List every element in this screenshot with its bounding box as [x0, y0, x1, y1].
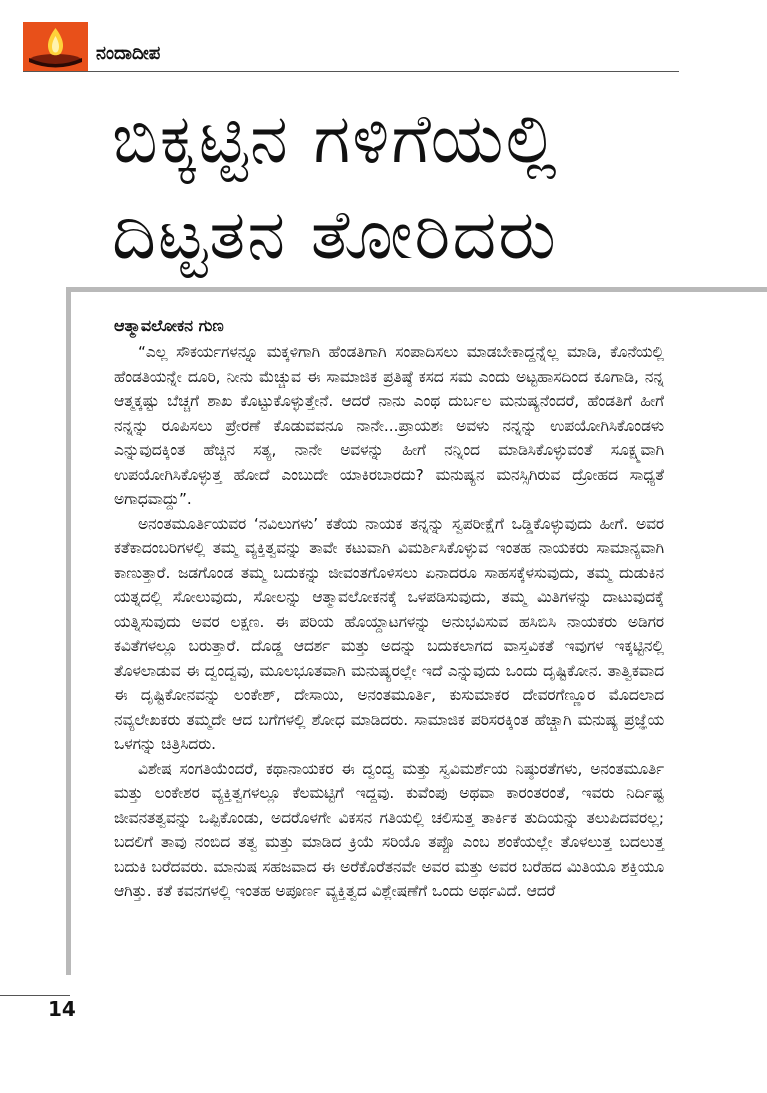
footer-divider	[0, 995, 70, 996]
header-divider	[23, 71, 679, 72]
content-frame-left	[66, 287, 71, 975]
page-number: 14	[48, 997, 76, 1021]
section-subheading: ಆತ್ಮಾವಲೋಕನ ಗುಣ	[114, 316, 224, 335]
lamp-flame-icon	[23, 22, 88, 71]
article-title-line-2: ದಿಟ್ಟತನ ತೋರಿದರು	[112, 196, 558, 275]
paragraph-3: ವಿಶೇಷ ಸಂಗತಿಯೆಂದರೆ, ಕಥಾನಾಯಕರ ಈ ದ್ವಂದ್ವ ಮತ್ತು ಸ್ವವಿಮರ್ಶೆಯ ನಿಷ್ಠುರತೆಗಳು, ಅನಂತಮೂರ್ತಿ ಮತ್ತು ಲಂಕೇಶರ ವ್ಯಕ್ತಿತ್ವಗಳಲ್ಲೂ ಕೆಲಮಟ್ಟಿಗೆ ಇದ್ದವು. ಕುವೆಂಪು ಅಥವಾ ಕಾರಂತರಂತೆ, ಇವರು ನಿರ್ದಿಷ್ಟ ಜೀವನತತ್ವವನ್ನು ಒಪ್ಪಿಕೊಂಡು, ಅದರೊಳಗೇ ವಿಕಸನ ಗತಿಯಲ್ಲಿ ಚಲಿಸುತ್ತ ತಾರ್ಕಿಕ ತುದಿಯನ್ನು ತಲುಪಿದವರಲ್ಲ; ಬದಲಿಗೆ ತಾವು ನಂಬಿದ ತತ್ವ ಮತ್ತು ಮಾಡಿದ ಕ್ರಿಯೆ ಸರಿಯೊ ತಪ್ಪೊ ಎಂಬ ಶಂಕೆಯಲ್ಲೇ ತೊಳಲುತ್ತ ಬದಲುತ್ತ ಬದುಕಿ ಬರೆದವರು. ಮಾನುಷ ಸಹಜವಾದ ಈ ಅರೆಕೊರೆತನವೇ ಅವರ ಮತ್ತು ಅವರ ಬರೆಹದ ಮಿತಿಯೂ ಶಕ್ತಿಯೂ ಆಗಿತ್ತು. ಕತೆ ಕವನಗಳಲ್ಲಿ ಇಂತಹ ಅಪೂರ್ಣ ವ್ಯಕ್ತಿತ್ವದ ವಿಶ್ಲೇಷಣೆಗೆ ಒಂದು ಅರ್ಥವಿದೆ. ಆದರೆ	[114, 759, 664, 900]
article-title-line-1: ಬಿಕ್ಕಟ್ಟಿನ ಗಳಿಗೆಯಲ್ಲಿ	[112, 100, 559, 179]
article-title	[112, 92, 672, 284]
paragraph-quote: “ಎಲ್ಲ ಸೌಕರ್ಯಗಳನ್ನೂ ಮಕ್ಕಳಿಗಾಗಿ ಹೆಂಡತಿಗಾಗಿ ಸಂಪಾದಿಸಲು ಮಾಡಬೇಕಾದ್ದನ್ನೆಲ್ಲ ಮಾಡಿ, ಕೊನೆಯಲ್ಲಿ ಹೆಂಡತಿಯನ್ನೇ ದೂರಿ, ನೀನು ಮೆಚ್ಚುವ ಈ ಸಾಮಾಜಿಕ ಪ್ರತಿಷ್ಠೆ ಕಸದ ಸಮ ಎಂದು ಅಟ್ಟಹಾಸದಿಂದ ಕೂಗಾಡಿ, ನನ್ನ ಆತ್ಮಕ್ಕಷ್ಟು ಬೆಚ್ಚಗೆ ಶಾಖ ಕೊಟ್ಟುಕೊಳ್ಳುತ್ತೇನೆ. ಆದರೆ ನಾನು ಎಂಥ ದುರ್ಬಲ ಮನುಷ್ಯನೆಂದರೆ, ಹೆಂಡತಿಗೆ ಹೀಗೆ ನನ್ನನ್ನು ರೂಪಿಸಲು ಪ್ರೇರಣೆ ಕೊಡುವವನೂ ನಾನೇ...ಪ್ರಾಯಶಃ ಅವಳು ನನ್ನನ್ನು ಉಪಯೋಗಿಸಿಕೊಂಡಳು ಎನ್ನುವುದಕ್ಕಿಂತ ಹೆಚ್ಚಿನ ಸತ್ಯ, ನಾನೇ ಅವಳನ್ನು ಹೀಗೆ ನನ್ನಿಂದ ಮಾಡಿಸಿಕೊಳ್ಳುವಂತೆ ಸೂಕ್ಷ್ಮವಾಗಿ ಉಪಯೋಗಿಸಿಕೊಳ್ಳುತ್ತ ಹೋದೆ ಎಂಬುದೇ ಯಾಕಿರಬಾರದು? ಮನುಷ್ಯನ ಮನಸ್ಸಿಗಿರುವ ದ್ರೋಹದ ಸಾಧ್ಯತೆ ಅಗಾಧವಾದ್ದು”.	[114, 343, 664, 508]
magazine-name: ನಂದಾದೀಪ	[96, 43, 161, 64]
paragraph-2: ಅನಂತಮೂರ್ತಿಯವರ ‘ನವಿಲುಗಳು’ ಕತೆಯ ನಾಯಕ ತನ್ನನ್ನು ಸ್ವಪರೀಕ್ಷೆಗೆ ಒಡ್ಡಿಕೊಳ್ಳುವುದು ಹೀಗೆ. ಅವರ ಕತೆಕಾದಂಬರಿಗಳಲ್ಲಿ ತಮ್ಮ ವ್ಯಕ್ತಿತ್ವವನ್ನು ತಾವೇ ಕಟುವಾಗಿ ವಿಮರ್ಶಿಸಿಕೊಳ್ಳುವ ಇಂತಹ ನಾಯಕರು ಸಾಮಾನ್ಯವಾಗಿ ಕಾಣುತ್ತಾರೆ. ಜಡಗೊಂಡ ತಮ್ಮ ಬದುಕನ್ನು ಜೀವಂತಗೊಳಿಸಲು ಏನಾದರೂ ಸಾಹಸಕ್ಕೆಳಸುವುದು, ತಮ್ಮ ದುಡುಕಿನ ಯತ್ನದಲ್ಲಿ ಸೋಲುವುದು, ಸೋಲನ್ನು ಆತ್ಮಾವಲೋಕನಕ್ಕೆ ಒಳಪಡಿಸುವುದು, ತಮ್ಮ ಮಿತಿಗಳನ್ನು ದಾಟುವುದಕ್ಕೆ ಯತ್ನಿಸುವುದು ಅವರ ಲಕ್ಷಣ. ಈ ಪರಿಯ ಹೊಯ್ದಾಟಗಳನ್ನು ಅನುಭವಿಸುವ ಹಸಿಬಿಸಿ ನಾಯಕರು ಅಡಿಗರ ಕವಿತೆಗಳಲ್ಲೂ ಬರುತ್ತಾರೆ. ದೊಡ್ಡ ಆದರ್ಶ ಮತ್ತು ಅದನ್ನು ಬದುಕಲಾಗದ ವಾಸ್ತವಿಕತೆ ಇವುಗಳ ಇಕ್ಕಟ್ಟಿನಲ್ಲಿ ತೊಳಲಾಡುವ ಈ ದ್ವಂದ್ವವು, ಮೂಲಭೂತವಾಗಿ ಮನುಷ್ಯರಲ್ಲೇ ಇದೆ ಎನ್ನುವುದು ಒಂದು ದೃಷ್ಟಿಕೋನ. ತಾತ್ವಿಕವಾದ ಈ ದೃಷ್ಟಿಕೋನವನ್ನು ಲಂಕೇಶ್, ದೇಸಾಯಿ, ಅನಂತಮೂರ್ತಿ, ಕುಸುಮಾಕರ ದೇವರಗೆಣ್ಣೂರ ಮೊದಲಾದ ನವ್ಯಲೇಖಕರು ತಮ್ಮದೇ ಆದ ಬಗೆಗಳಲ್ಲಿ ಶೋಧ ಮಾಡಿದರು. ಸಾಮಾಜಿಕ ಪರಿಸರಕ್ಕಿಂತ ಹೆಚ್ಚಾಗಿ ಮನುಷ್ಯ ಪ್ರಜ್ಞೆಯ ಒಳಗನ್ನು ಚಿತ್ರಿಸಿದರು.	[114, 514, 664, 753]
content-frame-top	[66, 287, 767, 292]
magazine-logo	[23, 22, 88, 71]
article-body	[114, 314, 664, 904]
